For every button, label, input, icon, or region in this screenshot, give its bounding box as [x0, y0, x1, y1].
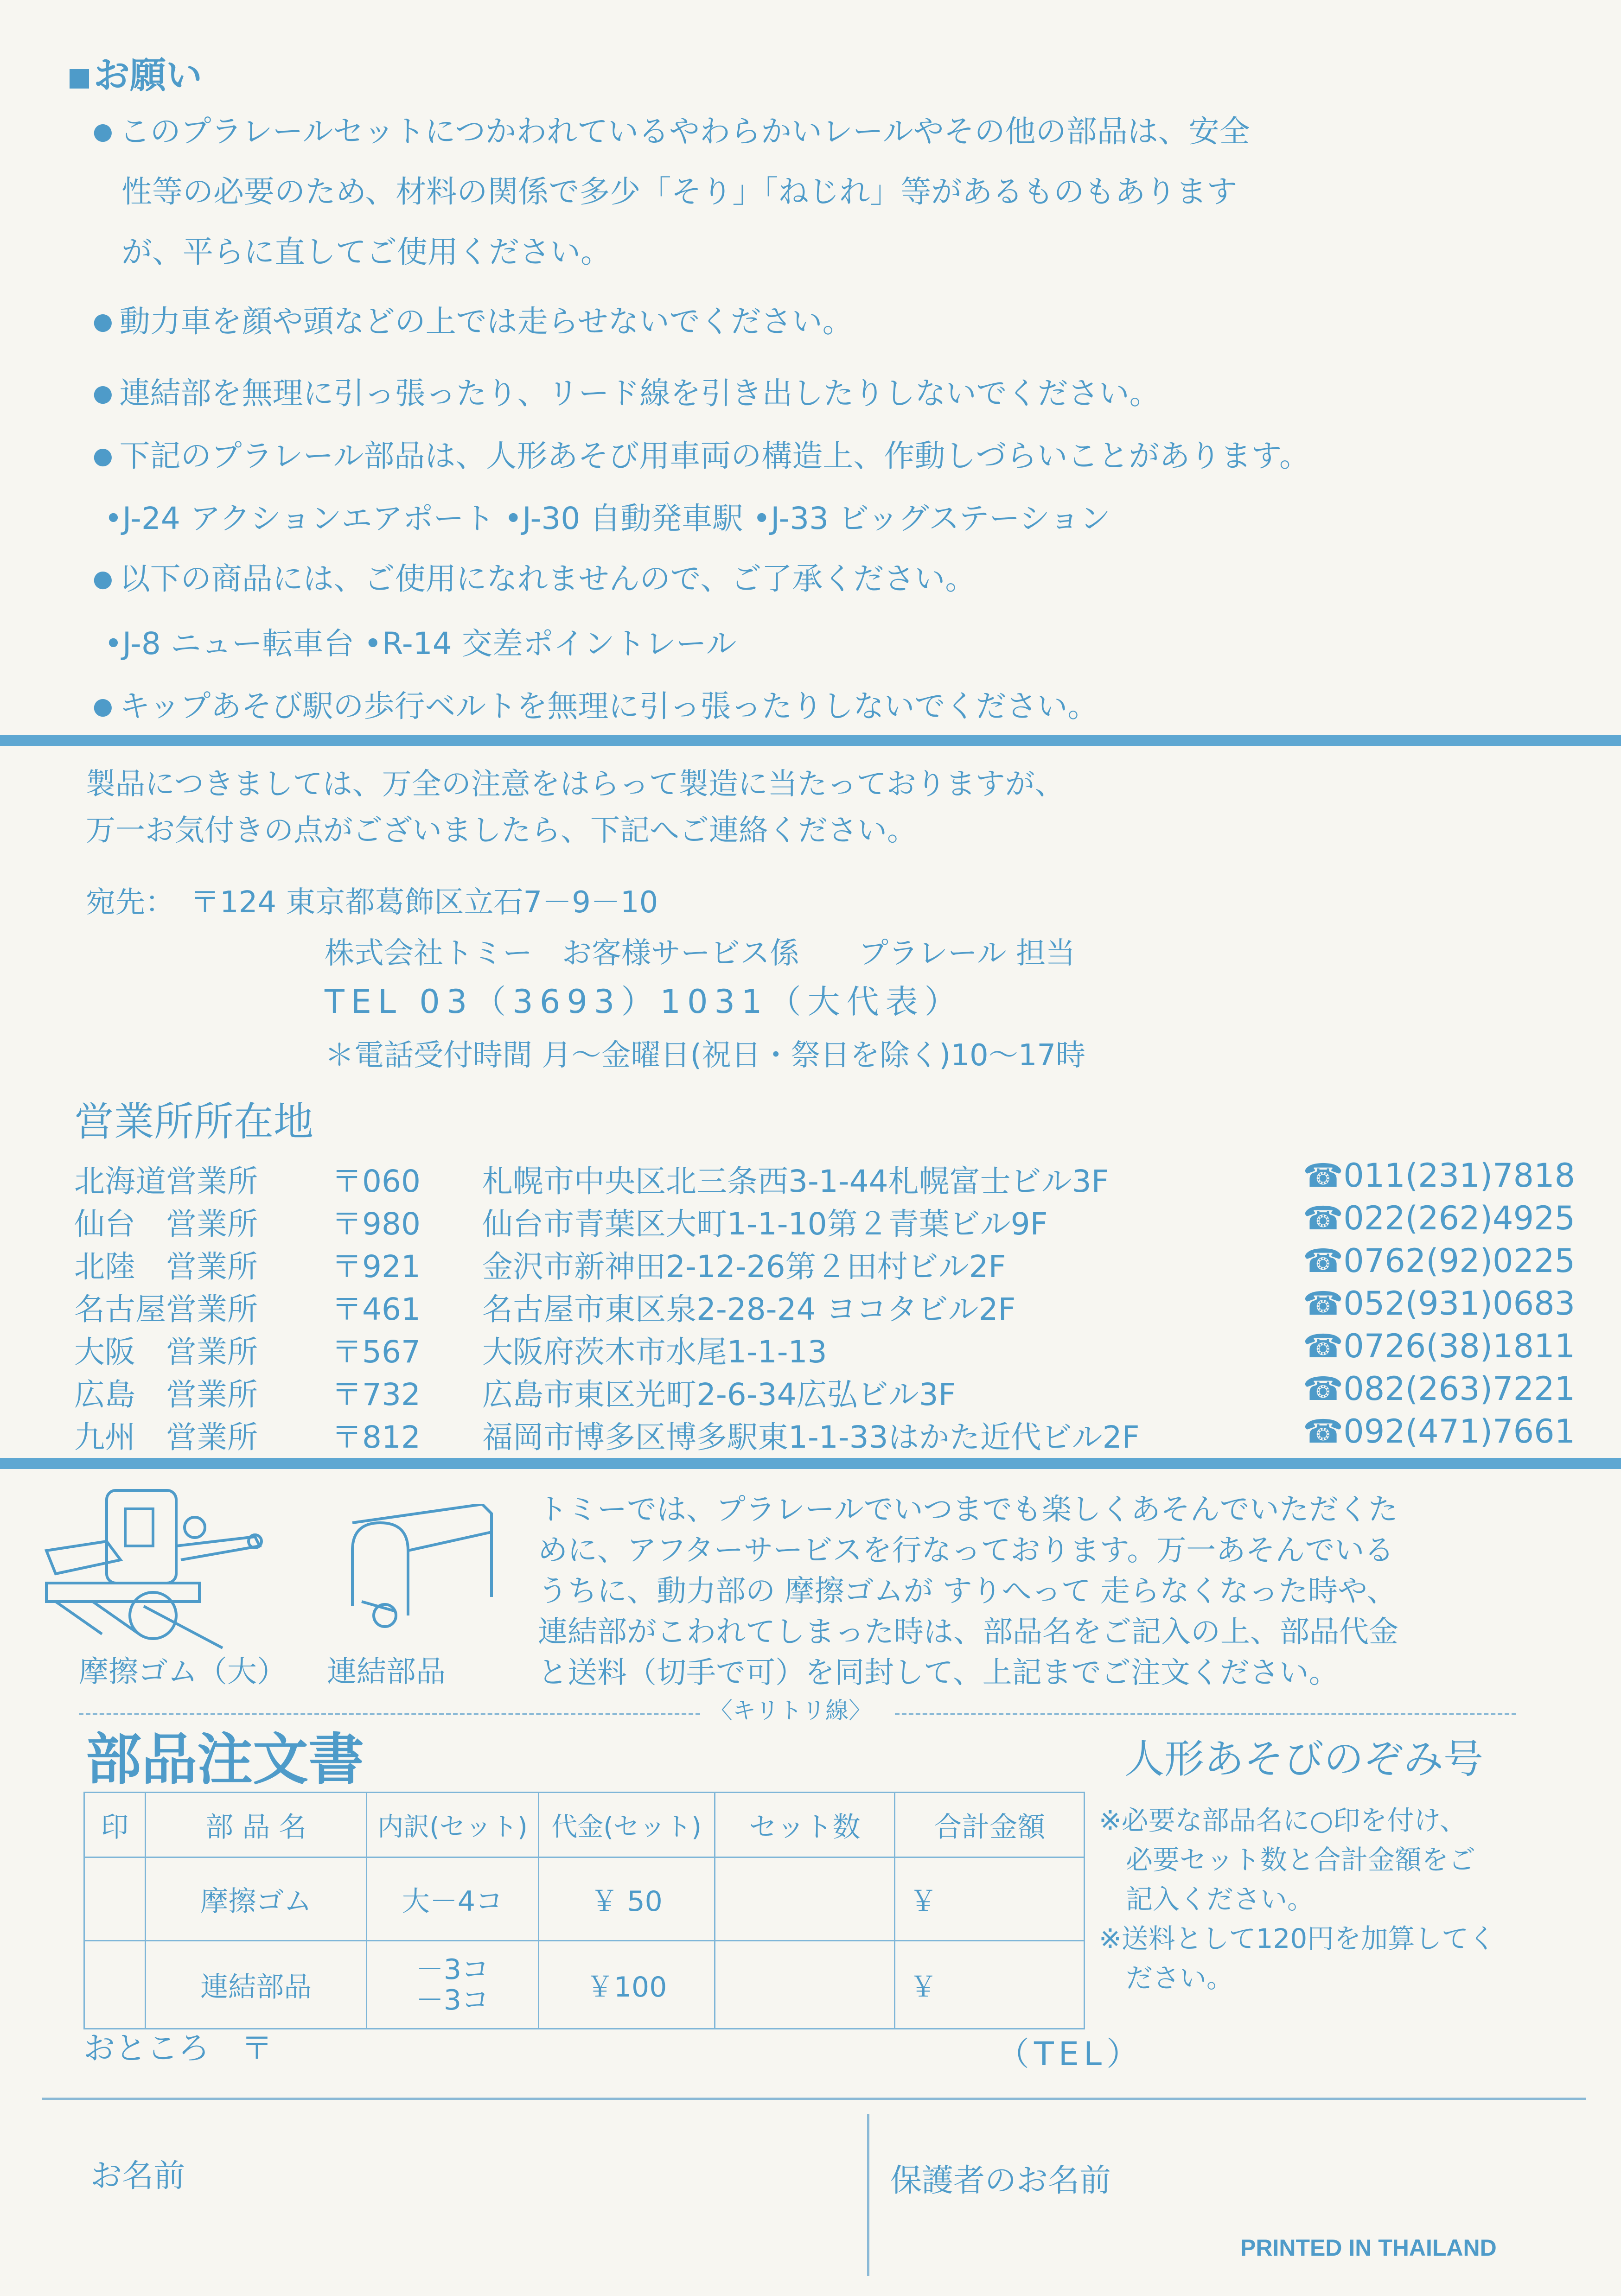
- service-line-4: 連結部がこわれてしまった時は、部品名をご記入の上、部品代金: [538, 1615, 1398, 1649]
- square-icon: [70, 69, 89, 89]
- office-phone: ☎082(263)7221: [1303, 1370, 1576, 1408]
- cut-line-label: 〈キリトリ線〉: [709, 1697, 872, 1724]
- part-name: 連結部品: [146, 1941, 367, 2029]
- order-title: 部品注文書: [86, 1728, 364, 1792]
- order-note-4: ※送料として120円を加算してく: [1099, 1923, 1496, 1954]
- price: ￥ 50: [538, 1857, 715, 1941]
- order-note-1: ※必要な部品名に○印を付け、: [1099, 1805, 1467, 1836]
- header-sets: セット数: [715, 1793, 895, 1857]
- contact-intro-2: 万一お気付きの点がございましたら、下記へご連絡ください。: [86, 814, 917, 848]
- mark-cell[interactable]: [84, 1941, 146, 2029]
- office-row: [74, 1285, 1614, 1326]
- detail: 大－4コ: [367, 1857, 538, 1941]
- divider-2: [0, 1458, 1621, 1469]
- office-name: 仙台 営業所: [74, 1206, 258, 1242]
- office-row: [74, 1370, 1614, 1412]
- sets-cell[interactable]: [715, 1941, 895, 2029]
- office-row: [74, 1157, 1614, 1198]
- order-product: 人形あそびのぞみ号: [1124, 1736, 1483, 1782]
- order-note-2: 必要セット数と合計金額をご: [1099, 1844, 1476, 1876]
- name-divider: [867, 2114, 869, 2276]
- divider-1: [0, 735, 1621, 746]
- header-total: 合計金額: [895, 1793, 1085, 1857]
- header-detail: 内訳(セット): [367, 1793, 538, 1857]
- office-address: 大阪府茨木市水尾1-1-13: [482, 1334, 827, 1370]
- total-cell[interactable]: ￥: [895, 1941, 1085, 2029]
- office-zip: 〒060: [332, 1164, 421, 1199]
- address-label: おところ 〒: [83, 2030, 273, 2067]
- office-row: [74, 1412, 1614, 1454]
- cut-line-right: [895, 1713, 1516, 1715]
- office-name: 北海道営業所: [74, 1164, 258, 1199]
- contact-tel: TEL 03（3693）1031（大代表）: [325, 983, 964, 1021]
- office-phone: ☎011(231)7818: [1303, 1157, 1576, 1195]
- header-part-name: 部 品 名: [146, 1793, 367, 1857]
- notice-bullet-1-line-2: 性等の必要のため、材料の関係で多少「そり」「ねじれ」等があるものもあります: [121, 174, 1238, 210]
- office-name: 大阪 営業所: [74, 1334, 258, 1370]
- contact-hours: ＊電話受付時間 月～金曜日(祝日・祭日を除く)10～17時: [325, 1038, 1086, 1073]
- friction-rubber-illustration: [37, 1476, 297, 1653]
- notice-bullet-5: ● 以下の商品には、ご使用になれませんので、ご了承ください。: [93, 554, 976, 598]
- office-phone: ☎092(471)7661: [1303, 1412, 1576, 1450]
- notice-bullet-4: ● 下記のプラレール部品は、人形あそび用車両の構造上、作動しづらいことがあります。: [93, 431, 1310, 475]
- header-price: 代金(セット): [538, 1793, 715, 1857]
- notice-items-2: •J-8 ニュー転車台 •R-14 交差ポイントレール: [104, 626, 737, 661]
- service-line-3: うちに、動力部の 摩擦ゴムが すりへって 走らなくなった時や、: [538, 1574, 1397, 1609]
- sets-cell[interactable]: [715, 1857, 895, 1941]
- price: ￥100: [538, 1941, 715, 2029]
- office-name: 名古屋営業所: [74, 1291, 258, 1327]
- name-label: お名前: [90, 2158, 185, 2194]
- office-zip: 〒461: [332, 1291, 421, 1327]
- notice-items-1: •J-24 アクションエアポート •J-30 自動発車駅 •J-33 ビッグステーション: [104, 501, 1110, 536]
- order-note-3: 記入ください。: [1099, 1883, 1315, 1915]
- offices-title: 営業所所在地: [74, 1099, 313, 1145]
- office-zip: 〒732: [332, 1377, 421, 1412]
- office-row: [74, 1199, 1614, 1241]
- office-row: [74, 1242, 1614, 1284]
- office-address: 札幌市中央区北三条西3-1-44札幌富士ビル3F: [482, 1164, 1109, 1199]
- office-name: 広島 営業所: [74, 1377, 258, 1412]
- office-zip: 〒812: [332, 1419, 421, 1455]
- notice-bullet-1-line-1: ● このプラレールセットにつかわれているやわらかいレールやその他の部品は、安全: [93, 107, 1250, 151]
- notice-bullet-6: ● キップあそび駅の歩行ベルトを無理に引っ張ったりしないでください。: [93, 681, 1098, 725]
- order-note-5: ださい。: [1099, 1962, 1234, 1994]
- contact-address: 〒124 東京都葛飾区立石7－9－10: [190, 885, 658, 920]
- office-address: 広島市東区光町2-6-34広弘ビル3F: [482, 1377, 956, 1412]
- office-phone: ☎052(931)0683: [1303, 1285, 1576, 1323]
- office-address: 福岡市博多区博多駅東1-1-33はかた近代ビル2F: [482, 1419, 1140, 1455]
- office-phone: ☎022(262)4925: [1303, 1199, 1576, 1237]
- order-table-header: [84, 1793, 1085, 1857]
- contact-company: 株式会社トミー お客様サービス係 プラレール 担当: [325, 936, 1076, 971]
- part-label-friction-rubber: 摩擦ゴム（大）: [79, 1655, 287, 1689]
- notice-title: お願い: [70, 46, 202, 98]
- office-zip: 〒980: [332, 1206, 421, 1242]
- office-address: 仙台市青葉区大町1-1-10第２青葉ビル9F: [482, 1206, 1048, 1242]
- printed-in: PRINTED IN THAILAND: [1240, 2235, 1497, 2261]
- mark-cell[interactable]: [84, 1857, 146, 1941]
- tel-label: （TEL）: [997, 2035, 1143, 2073]
- office-name: 北陸 営業所: [74, 1249, 258, 1285]
- detail: －3コ －3コ: [367, 1941, 538, 2029]
- office-zip: 〒567: [332, 1334, 421, 1370]
- office-phone: ☎0726(38)1811: [1303, 1327, 1576, 1365]
- order-table: [83, 1792, 1085, 2029]
- total-cell[interactable]: ￥: [895, 1857, 1085, 1941]
- notice-bullet-2: ● 動力車を顔や頭などの上では走らせないでください。: [93, 297, 853, 341]
- contact-intro-1: 製品につきましては、万全の注意をはらって製造に当たっておりますが、: [86, 767, 1065, 801]
- order-row-friction-rubber: [84, 1857, 1085, 1941]
- header-mark: 印: [84, 1793, 146, 1857]
- service-line-1: トミーでは、プラレールでいつまでも楽しくあそんでいただくた: [538, 1493, 1398, 1527]
- part-label-coupler: 連結部品: [327, 1655, 446, 1689]
- office-address: 金沢市新神田2-12-26第２田村ビル2F: [482, 1249, 1006, 1285]
- coupler-part-illustration: [343, 1504, 501, 1653]
- guardian-label: 保護者のお名前: [890, 2162, 1111, 2199]
- notice-bullet-3: ● 連結部を無理に引っ張ったり、リード線を引き出したりしないでください。: [93, 369, 1160, 413]
- service-line-2: めに、アフターサービスを行なっております。万一あそんでいる: [538, 1533, 1394, 1568]
- address-line: [42, 2098, 1586, 2100]
- office-phone: ☎0762(92)0225: [1303, 1242, 1576, 1280]
- office-zip: 〒921: [332, 1249, 421, 1285]
- office-address: 名古屋市東区泉2-28-24 ヨコタビル2F: [482, 1291, 1016, 1327]
- notice-bullet-1-line-3: が、平らに直してご使用ください。: [121, 234, 611, 270]
- office-name: 九州 営業所: [74, 1419, 258, 1455]
- office-row: [74, 1327, 1614, 1369]
- service-line-5: と送料（切手で可）を同封して、上記までご注文ください。: [538, 1656, 1339, 1690]
- contact-label: 宛先：: [86, 885, 175, 920]
- order-row-coupler: [84, 1941, 1085, 2029]
- part-name: 摩擦ゴム: [146, 1857, 367, 1941]
